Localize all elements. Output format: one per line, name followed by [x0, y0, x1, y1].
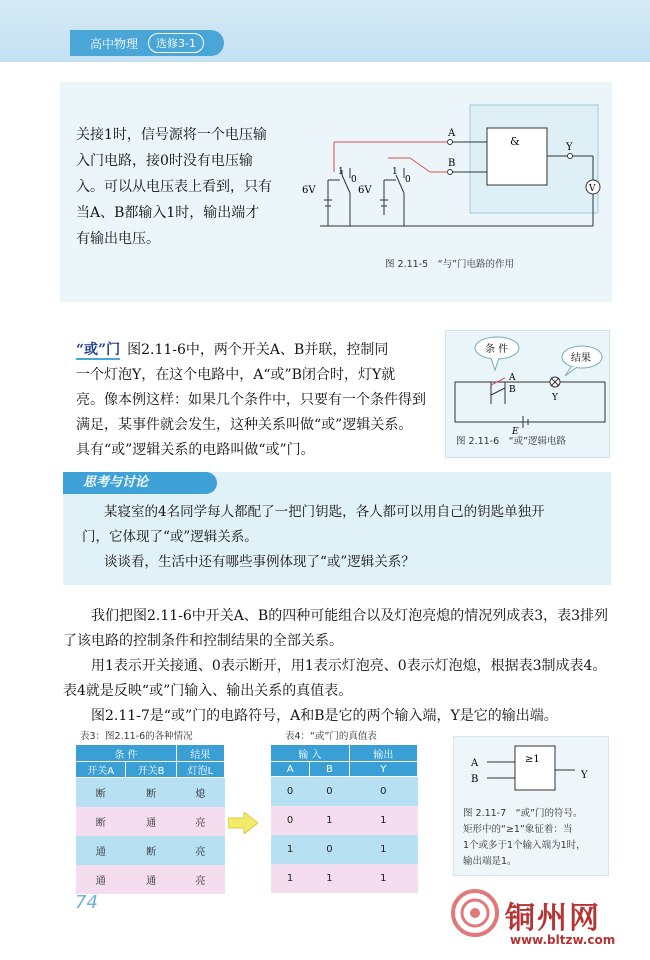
table4-cell: 0	[271, 777, 310, 806]
or-gate-paragraph	[76, 338, 441, 463]
table4-col-a: A	[271, 762, 310, 777]
fig5-label-6v-2: 6V	[358, 185, 372, 196]
fig7-label-b: B	[471, 774, 479, 785]
fig5-label-1b: 1	[392, 167, 398, 177]
fig7-label-ge1: ≥1	[525, 754, 540, 765]
fig5-label-6v-1: 6V	[302, 185, 316, 196]
fig5-label-a: A	[448, 128, 456, 139]
fig5-label-y: Y	[566, 142, 573, 153]
think-discuss-text	[82, 500, 602, 575]
table-row	[76, 778, 225, 807]
table3-cell: 断	[126, 836, 176, 865]
table3-cell: 断	[76, 778, 126, 807]
table4-cell: 1	[349, 806, 417, 835]
fig7-caption	[463, 806, 608, 870]
table3-cell: 通	[76, 836, 126, 865]
think-text-line: 谈谈看，生活中还有哪些事例体现了“或”逻辑关系？	[104, 554, 415, 570]
table-row	[271, 777, 418, 806]
fig6-label-b: B	[509, 385, 516, 395]
table3-cell: 通	[126, 865, 176, 894]
arrow-right-icon	[228, 812, 258, 834]
fig7-caption-line: 图 2.11-7 “或”门的符号。	[463, 808, 583, 819]
think-text-line: 门，它体现了“或”逻辑关系。	[82, 529, 258, 545]
table-row	[76, 865, 225, 894]
fig5-label-v: V	[589, 184, 596, 194]
think-text-line: 某寝室的4名同学每人都配了一把门钥匙，各人都可以用自己的钥匙单独开	[104, 504, 545, 520]
watermark-site-name: 铜州网	[505, 901, 601, 936]
header-subject: 高中物理	[90, 36, 139, 51]
table4-col-b: B	[310, 762, 349, 777]
fig7-caption-line: 矩形中的“≥1”象征着：当	[463, 824, 573, 835]
header-volume: 选修3-1	[148, 33, 204, 53]
table3-title: 表3：图2.11-6的各种情况	[80, 731, 193, 742]
fig6-label-e: E	[512, 427, 519, 435]
table4-cell: 0	[271, 806, 310, 835]
table-row	[271, 806, 418, 835]
fig6-label-condition: 条 件	[485, 344, 509, 355]
table3-cell: 通	[126, 807, 176, 836]
body-paragraphs	[63, 604, 623, 729]
fig5-caption: 图 2.11-5 “与”门电路的作用	[385, 259, 514, 270]
table4-title: 表4：“或”门的真值表	[285, 731, 377, 742]
table3-col-lamp: 灯泡L	[176, 762, 224, 778]
fig7-caption-line: 输出端是1。	[463, 856, 517, 867]
header-tab	[70, 30, 224, 56]
fig6-caption: 图 2.11-6 “或”逻辑电路	[456, 436, 566, 447]
watermark-logo-icon	[450, 888, 500, 943]
fig5-text-line: 当A、B都输入1时，输出端才	[76, 205, 260, 221]
table4-cell: 1	[310, 864, 349, 893]
and-gate-circuit-diagram	[290, 100, 610, 250]
fig7-caption-line: 1个或多于1个输入端为1时，	[463, 840, 586, 851]
or-text-line: 一个灯泡Y，在这个电路中，A“或”B闭合时，灯Y就	[76, 367, 396, 383]
table-row	[76, 836, 225, 865]
table3-col-switch-b: 开关B	[126, 762, 176, 778]
fig5-text-line: 关接1时，信号源将一个电压输	[76, 127, 267, 143]
fig6-label-a: A	[509, 373, 516, 383]
fig5-label-b: B	[448, 158, 456, 169]
table3-conditions	[75, 744, 225, 894]
table-row	[271, 835, 418, 864]
table3-group-result: 结果	[176, 745, 224, 762]
think-discuss-title: 思考与讨论	[63, 472, 217, 494]
body-line: 用1表示开关接通、0表示断开，用1表示灯泡亮、0表示灯泡熄，根据表3制成表4。	[91, 658, 607, 674]
table4-cell: 1	[271, 864, 310, 893]
table3-cell: 断	[76, 807, 126, 836]
body-line: 了该电路的控制条件和控制结果的全部关系。	[63, 633, 343, 649]
table3-cell: 亮	[176, 865, 224, 894]
table4-col-y: Y	[349, 762, 417, 777]
page-number: 74	[75, 892, 98, 913]
fig5-label-1a: 1	[338, 167, 344, 177]
table3-col-switch-a: 开关A	[76, 762, 126, 778]
or-text-line: 亮。像本例这样：如果几个条件中，只要有一个条件得到	[76, 392, 426, 408]
fig5-label-0b: 0	[405, 175, 411, 185]
fig6-label-y: Y	[552, 393, 558, 403]
fig5-text	[76, 122, 306, 252]
table3-cell: 熄	[176, 778, 224, 807]
or-text-line: 图2.11-6中，两个开关A、B并联，控制同	[127, 342, 389, 358]
fig7-label-a: A	[471, 758, 479, 769]
body-line: 我们把图2.11-6中开关A、B的四种可能组合以及灯泡亮熄的情况列成表3，表3排列	[91, 608, 609, 624]
fig5-text-line: 入。可以从电压表上看到，只有	[76, 179, 272, 195]
table3-cell: 亮	[176, 836, 224, 865]
watermark-url: www.bltzw.com	[510, 933, 616, 947]
table4-cell: 1	[271, 835, 310, 864]
table3-cell: 通	[76, 865, 126, 894]
table3-cell: 亮	[176, 807, 224, 836]
or-text-line: 满足，某事件就会发生，这种关系叫做“或”逻辑关系。	[76, 417, 413, 433]
table4-cell: 1	[310, 806, 349, 835]
table4-cell: 0	[310, 777, 349, 806]
body-line: 表4就是反映“或”门输入、输出关系的真值表。	[63, 683, 353, 699]
table4-group-output: 输出	[349, 745, 417, 762]
table3-cell: 断	[126, 778, 176, 807]
table4-group-input: 输 入	[271, 745, 350, 762]
table4-cell: 1	[349, 864, 417, 893]
table4-cell: 0	[349, 777, 417, 806]
or-text-line: 具有“或”逻辑关系的电路叫做“或”门。	[76, 442, 315, 458]
table-row	[271, 864, 418, 893]
or-gate-heading: “或”门	[76, 342, 121, 358]
fig5-label-and: &	[510, 135, 520, 148]
table4-cell: 1	[349, 835, 417, 864]
table4-cell: 0	[310, 835, 349, 864]
body-line: 图2.11-7是“或”门的电路符号，A和B是它的两个输入端，Y是它的输出端。	[91, 708, 558, 724]
table-row	[76, 807, 225, 836]
fig6-label-result: 结果	[571, 353, 591, 364]
or-circuit-diagram	[445, 330, 610, 435]
fig5-text-line: 有输出电压。	[76, 231, 160, 247]
table4-truth-table	[270, 744, 418, 893]
fig7-label-y: Y	[581, 770, 588, 781]
fig5-label-0a: 0	[351, 175, 357, 185]
or-gate-symbol	[453, 740, 609, 800]
fig5-text-line: 入门电路，接0时没有电压输	[76, 153, 253, 169]
table3-group-conditions: 条 件	[76, 745, 177, 762]
